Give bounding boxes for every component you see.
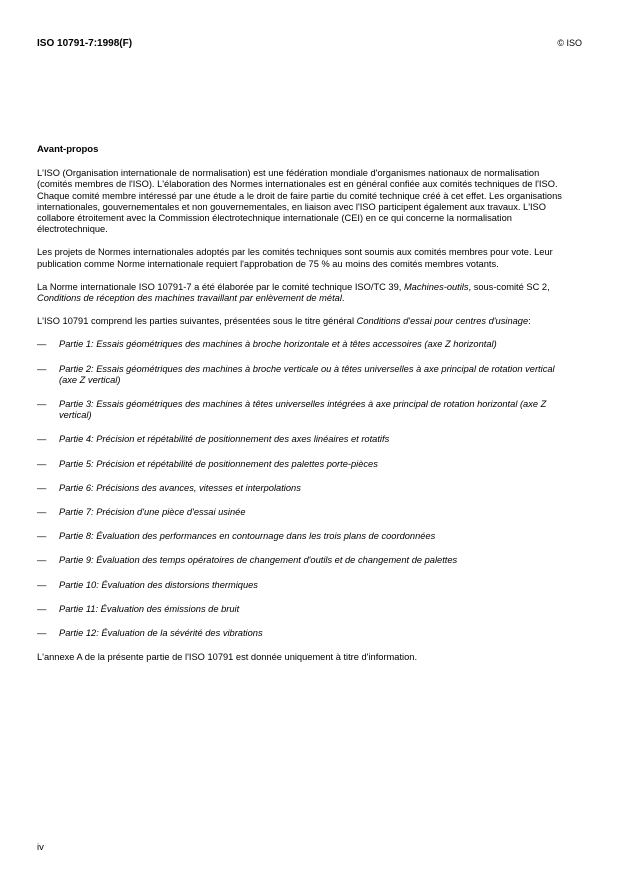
list-item <box>37 555 565 566</box>
foreword-body <box>37 144 565 675</box>
parts-intro-colon: : <box>528 316 531 327</box>
list-dash: — <box>37 458 47 469</box>
list-item <box>37 483 565 494</box>
list-item <box>37 364 565 386</box>
list-dash: — <box>37 628 47 639</box>
parts-list <box>37 339 565 639</box>
list-dash: — <box>37 579 47 590</box>
document-id: ISO 10791-7:1998(F) <box>37 38 133 49</box>
part-title: Partie 10: Évaluation des distorsions thermiques <box>59 579 258 590</box>
list-item <box>37 434 565 445</box>
part-title: Partie 12: Évaluation de la sévérité des vibrations <box>59 628 263 639</box>
part-title: Partie 6: Précisions des avances, vitesses et interpolations <box>59 482 301 493</box>
committee-text-2: , sous-comité SC 2, <box>468 281 550 292</box>
list-item <box>37 339 565 350</box>
list-item <box>37 531 565 542</box>
list-item <box>37 399 565 421</box>
list-dash: — <box>37 603 47 614</box>
committee-text-3: . <box>341 293 345 304</box>
list-item <box>37 604 565 615</box>
paragraph-committee <box>37 282 565 304</box>
paragraph-annex: L'annexe A de la présente partie de l'ISO 10791 est donnée uniquement à titre d'information. <box>37 652 418 663</box>
paragraph-iso-intro: L'ISO (Organisation internationale de normalisation) est une fédération mondiale d'organismes nationaux de normalisation (comités membres de l'ISO). L'élaboration des Normes internationales est en général confiée aux comités techniques de l'ISO. Chaque comité membre intéressé par une étude a le droit de faire partie du comité technique créé à cet effet. Les organisations internationales, gouvernementales et non gouvernementales, en liaison avec l'ISO participent également aux travaux. L'ISO collabore étroitement avec la Commission électrotechnique internationale (CEI) en ce qui concerne la normalisation électrotechnique. <box>37 168 562 235</box>
part-title: Partie 3: Essais géométriques des machines à têtes universelles intégrées à axe principal de rotation horizontal (axe Z vertical) <box>59 399 547 421</box>
subcommittee-name: Conditions de réception des machines travaillant par enlèvement de métal <box>37 293 342 304</box>
part-title: Partie 5: Précision et répétabilité de positionnement des palettes porte-pièces <box>59 458 378 469</box>
part-title: Partie 9: Évaluation des temps opératoires de changement d'outils et de changement de palettes <box>59 555 458 566</box>
list-item <box>37 628 565 639</box>
list-dash: — <box>37 399 47 410</box>
committee-text-1: La Norme internationale ISO 10791-7 a été élaborée par le comité technique ISO/TC 39, <box>37 281 404 292</box>
part-title: Partie 1: Essais géométriques des machines à broche horizontale et à têtes accessoires (axe Z horizontal) <box>59 339 497 350</box>
list-item <box>37 580 565 591</box>
part-title: Partie 7: Précision d'une pièce d'essai usinée <box>59 507 246 518</box>
page-number: iv <box>37 842 44 853</box>
committee-name: Machines-outils <box>403 281 469 292</box>
paragraph-parts-intro <box>37 316 565 327</box>
section-title: Avant-propos <box>37 144 99 155</box>
list-dash: — <box>37 531 47 542</box>
part-title: Partie 4: Précision et répétabilité de positionnement des axes linéaires et rotatifs <box>59 434 390 445</box>
list-dash: — <box>37 555 47 566</box>
list-dash: — <box>37 507 47 518</box>
paragraph-voting: Les projets de Normes internationales adoptés par les comités techniques sont soumis aux comités membres pour vote. Leur publication comme Norme internationale requiert l'approbation de 75 % au moins des comités membres votants. <box>37 247 553 269</box>
part-title: Partie 8: Évaluation des performances en contournage dans les trois plans de coordonnées <box>59 531 436 542</box>
list-item <box>37 459 565 470</box>
part-title: Partie 11: Évaluation des émissions de bruit <box>59 603 240 614</box>
copyright-notice: © ISO <box>557 38 582 48</box>
list-dash: — <box>37 434 47 445</box>
list-dash: — <box>37 363 47 374</box>
list-item <box>37 507 565 518</box>
list-dash: — <box>37 339 47 350</box>
list-dash: — <box>37 482 47 493</box>
part-title: Partie 2: Essais géométriques des machines à broche verticale ou à têtes universelles à axe principal de rotation vertical (axe Z vertical) <box>59 363 555 385</box>
general-title: Conditions d'essai pour centres d'usinage <box>356 316 529 327</box>
parts-intro-text: L'ISO 10791 comprend les parties suivantes, présentées sous le titre général <box>37 316 357 327</box>
